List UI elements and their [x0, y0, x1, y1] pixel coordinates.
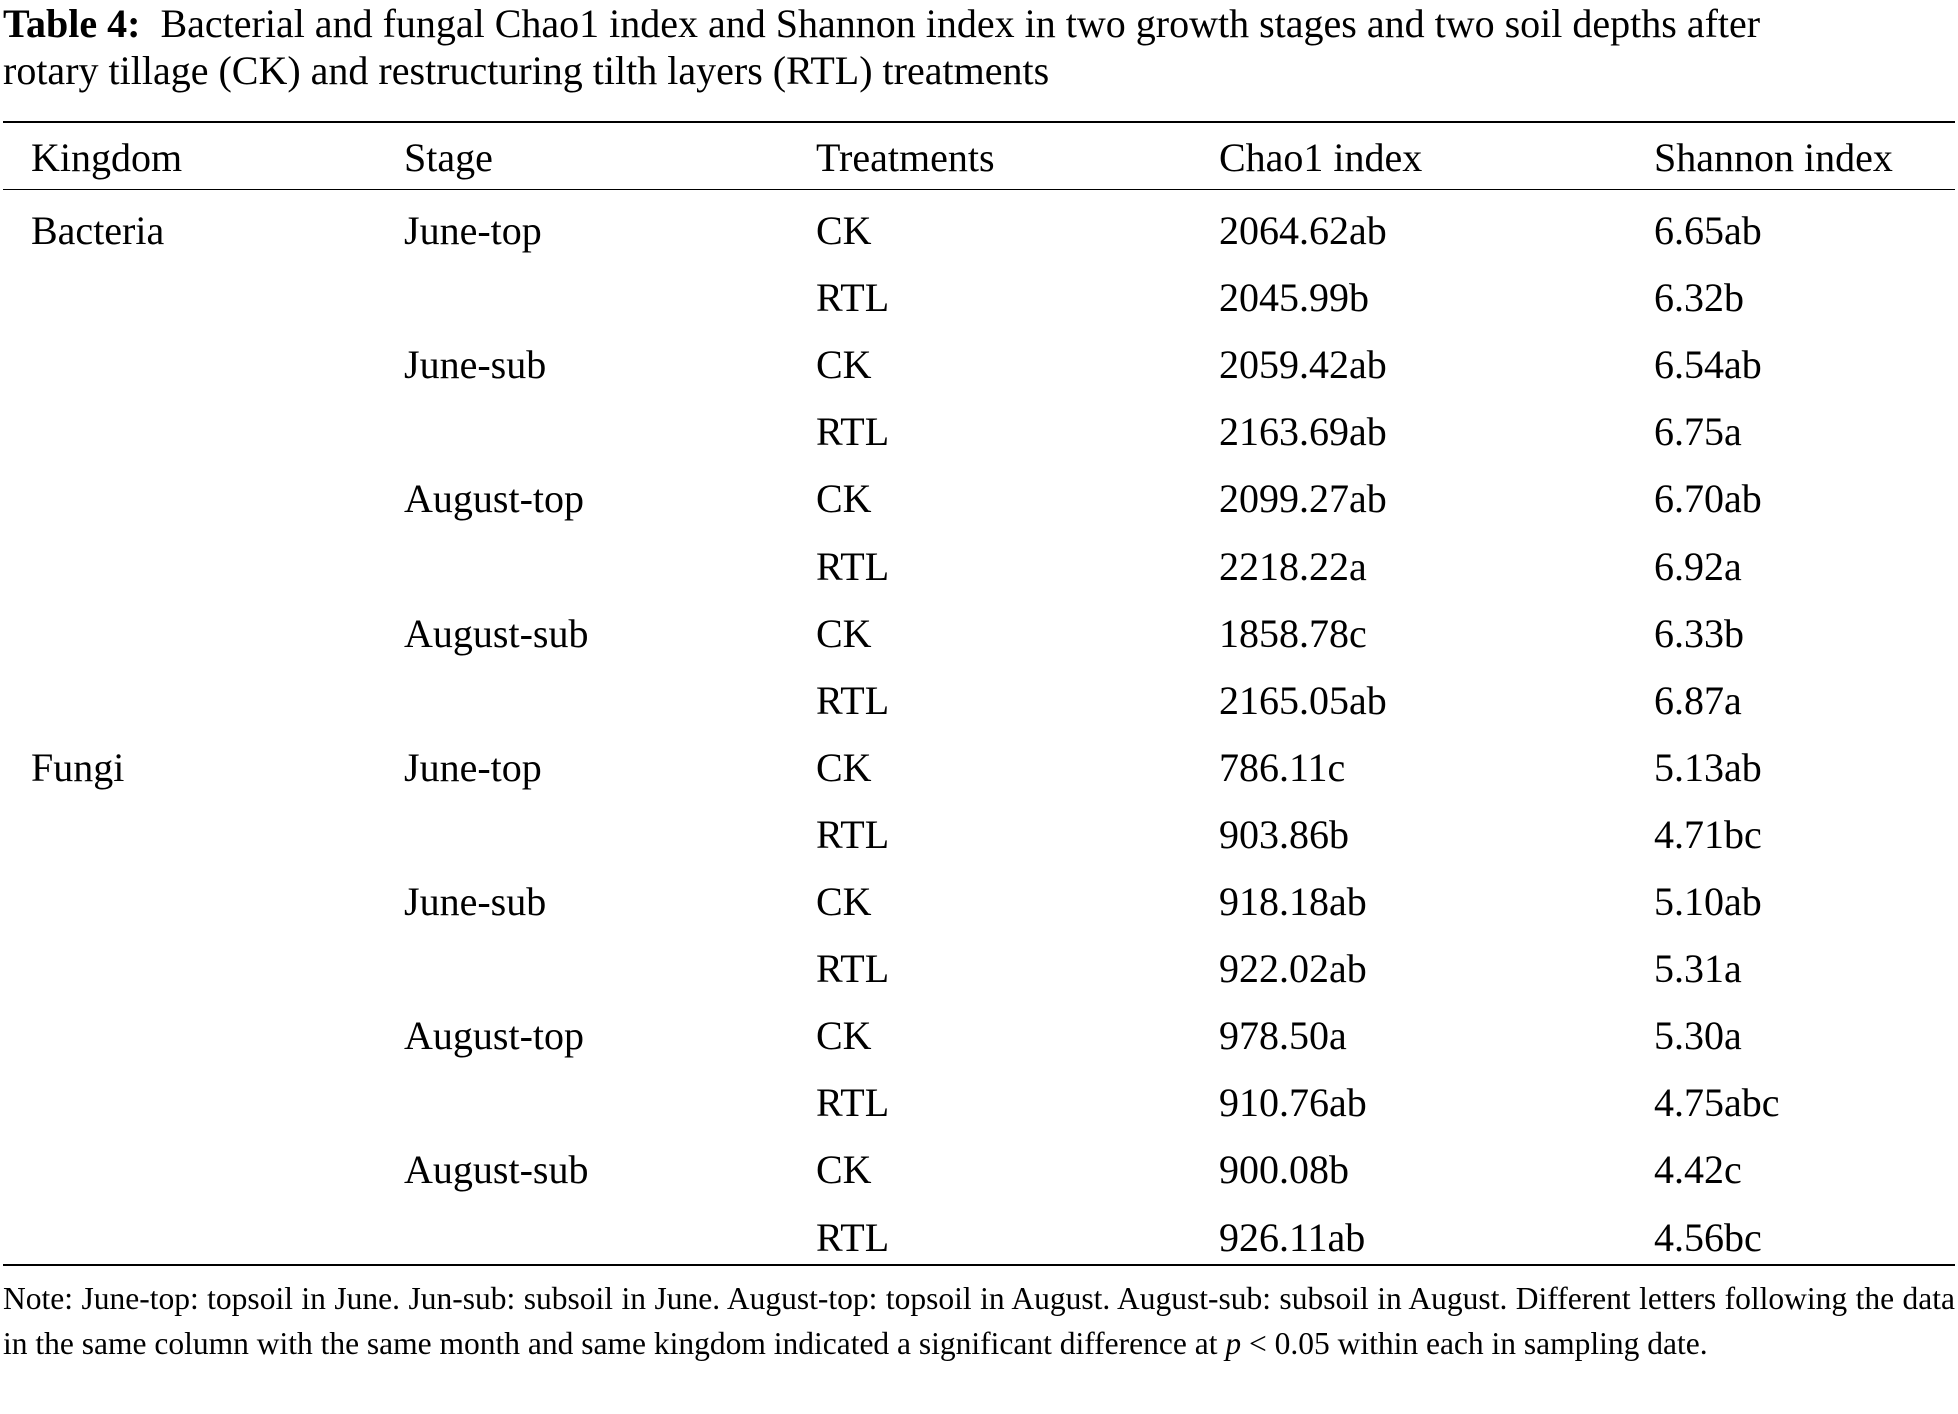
- cell-shannon: 6.92a: [1654, 543, 1742, 589]
- cell-treatment: RTL: [816, 946, 890, 992]
- cell-chao1: 1858.78c: [1219, 610, 1367, 656]
- cell-shannon: 6.70ab: [1654, 476, 1762, 522]
- table-row: [3, 667, 1955, 734]
- cell-shannon: 6.33b: [1654, 610, 1744, 656]
- table-top-rule: [3, 121, 1955, 123]
- note-text-after: < 0.05 within each in sampling date.: [1241, 1326, 1708, 1361]
- cell-stage: June-top: [404, 208, 542, 253]
- note-text-before: Note: June-top: topsoil in June. Jun-sub: subsoil in June. August-top: topsoil in August. August-sub: subsoil in August. Different letters following the data in the same column with the same month and same kingdom indicated a significant difference at: [3, 1281, 1955, 1361]
- cell-chao1: 918.18ab: [1219, 879, 1367, 924]
- cell-shannon: 6.65ab: [1654, 208, 1762, 253]
- cell-chao1: 2099.27ab: [1219, 476, 1387, 522]
- table-row: [3, 1002, 1955, 1069]
- cell-stage: August-top: [404, 476, 584, 522]
- caption-text-line1: Bacterial and fungal Chao1 index and Shannon index in two growth stages and two soil depths after: [160, 1, 1761, 46]
- table-row: [3, 868, 1955, 935]
- cell-shannon: 5.31a: [1654, 946, 1742, 992]
- cell-treatment: CK: [816, 1147, 872, 1193]
- caption-text-line2: rotary tillage (CK) and restructuring tilth layers (RTL) treatments: [3, 48, 1050, 93]
- cell-shannon: 4.71bc: [1654, 811, 1762, 857]
- cell-chao1: 2218.22a: [1219, 543, 1367, 589]
- cell-stage: June-sub: [404, 879, 547, 924]
- cell-chao1: 2165.05ab: [1219, 677, 1387, 723]
- cell-shannon: 4.56bc: [1654, 1214, 1762, 1260]
- table-header-rule: [3, 189, 1955, 190]
- note-p-symbol: p: [1225, 1326, 1242, 1361]
- cell-treatment: CK: [816, 610, 872, 656]
- cell-shannon: 5.13ab: [1654, 744, 1762, 790]
- cell-treatment: RTL: [816, 1080, 890, 1126]
- cell-shannon: 6.54ab: [1654, 342, 1762, 388]
- cell-treatment: RTL: [816, 409, 890, 455]
- table-row: [3, 1069, 1955, 1136]
- cell-kingdom: Fungi: [31, 744, 125, 790]
- table-row: [3, 398, 1955, 465]
- table-row: [3, 734, 1955, 801]
- cell-shannon: 4.42c: [1654, 1147, 1742, 1193]
- cell-chao1: 2059.42ab: [1219, 342, 1387, 388]
- cell-shannon: 6.87a: [1654, 677, 1742, 723]
- table-bottom-rule: [3, 1264, 1955, 1266]
- table-label: Table 4:: [3, 1, 141, 46]
- cell-treatment: CK: [816, 208, 872, 253]
- table-header-row: [3, 130, 1955, 186]
- cell-chao1: 900.08b: [1219, 1147, 1349, 1193]
- cell-treatment: CK: [816, 476, 872, 522]
- header-stage: Stage: [404, 135, 493, 180]
- cell-chao1: 2045.99b: [1219, 275, 1369, 321]
- cell-shannon: 5.10ab: [1654, 879, 1762, 924]
- table-row: [3, 331, 1955, 398]
- header-kingdom: Kingdom: [31, 135, 183, 180]
- cell-treatment: RTL: [816, 1214, 890, 1260]
- cell-treatment: CK: [816, 342, 872, 388]
- header-treatments: Treatments: [816, 135, 995, 180]
- cell-shannon: 6.75a: [1654, 409, 1742, 455]
- cell-chao1: 978.50a: [1219, 1013, 1347, 1059]
- cell-stage: June-top: [404, 744, 542, 790]
- cell-stage: August-sub: [404, 1147, 589, 1193]
- cell-chao1: 910.76ab: [1219, 1080, 1367, 1126]
- cell-chao1: 786.11c: [1219, 744, 1346, 790]
- table-row: [3, 465, 1955, 532]
- header-chao1: Chao1 index: [1219, 135, 1423, 180]
- cell-treatment: RTL: [816, 543, 890, 589]
- cell-shannon: 6.32b: [1654, 275, 1744, 321]
- cell-treatment: RTL: [816, 677, 890, 723]
- cell-kingdom: Bacteria: [31, 208, 165, 253]
- table-row: [3, 1204, 1955, 1271]
- table-row: [3, 801, 1955, 868]
- table-row: [3, 533, 1955, 600]
- table-row: [3, 264, 1955, 331]
- cell-shannon: 5.30a: [1654, 1013, 1742, 1059]
- cell-chao1: 926.11ab: [1219, 1214, 1366, 1260]
- table-row: [3, 600, 1955, 667]
- cell-treatment: CK: [816, 744, 872, 790]
- cell-chao1: 922.02ab: [1219, 946, 1367, 992]
- page: [3, 0, 1955, 1361]
- cell-chao1: 2064.62ab: [1219, 208, 1387, 253]
- header-shannon: Shannon index: [1654, 135, 1893, 180]
- table-note: [3, 1276, 1955, 1366]
- table-caption: [3, 0, 1955, 94]
- cell-treatment: CK: [816, 879, 872, 924]
- cell-treatment: RTL: [816, 275, 890, 321]
- cell-shannon: 4.75abc: [1654, 1080, 1780, 1126]
- cell-treatment: CK: [816, 1013, 872, 1059]
- table-row: [3, 1136, 1955, 1203]
- table-row: [3, 935, 1955, 1002]
- table-row: [3, 197, 1955, 264]
- cell-stage: August-sub: [404, 610, 589, 656]
- cell-stage: June-sub: [404, 342, 547, 388]
- cell-chao1: 903.86b: [1219, 811, 1349, 857]
- cell-treatment: RTL: [816, 811, 890, 857]
- cell-chao1: 2163.69ab: [1219, 409, 1387, 455]
- cell-stage: August-top: [404, 1013, 584, 1059]
